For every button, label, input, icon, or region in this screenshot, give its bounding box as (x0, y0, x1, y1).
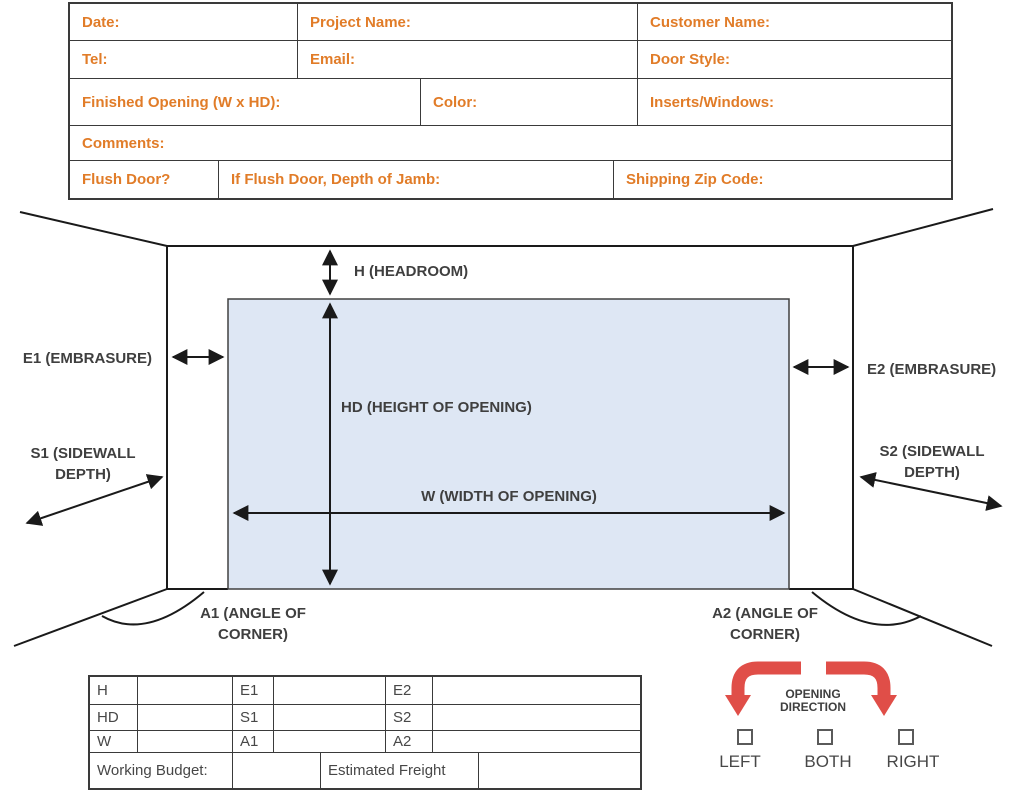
ceiling-wall-line (20, 209, 993, 246)
form-row-4 (70, 125, 951, 160)
form-row-3 (70, 78, 951, 125)
comments-field[interactable] (70, 126, 951, 160)
header-form-table (68, 2, 953, 200)
a2-angle-label-line1: A2 (ANGLE OF (712, 605, 818, 622)
s2-value-cell[interactable] (432, 705, 640, 730)
a1-label-cell: A1 (232, 731, 273, 752)
s1-sidewall-label (8, 443, 158, 485)
inserts-windows-field[interactable] (637, 79, 951, 125)
door-style-field[interactable] (637, 41, 951, 78)
s2-sidewall-label (857, 441, 1007, 483)
date-field[interactable] (70, 4, 297, 40)
email-field[interactable] (297, 41, 637, 78)
s1-label-cell: S1 (232, 705, 273, 730)
left-checkbox[interactable] (737, 729, 753, 745)
form-row-5 (70, 160, 951, 198)
both-option-label: BOTH (804, 752, 852, 771)
a1-angle-label-line1: A1 (ANGLE OF (200, 605, 306, 622)
right-checkbox[interactable] (898, 729, 914, 745)
both-checkbox[interactable] (817, 729, 833, 745)
depth-of-jamb-label: If Flush Door, Depth of Jamb: (231, 171, 441, 188)
a2-value-cell[interactable] (432, 731, 640, 752)
door-opening-diagram (0, 200, 1024, 665)
color-label: Color: (433, 93, 478, 111)
working-budget-value-cell[interactable] (232, 753, 320, 788)
table-row (90, 677, 640, 704)
tel-field[interactable] (70, 41, 297, 78)
right-direction-arrowhead-icon (871, 695, 897, 716)
h-label-cell: H (97, 682, 108, 699)
finished-opening-label: Finished Opening (W x HD): (82, 93, 281, 111)
shipping-zip-field[interactable] (613, 161, 951, 198)
s1-sidewall-label-line1: S1 (SIDEWALL (30, 445, 136, 462)
form-row-2 (70, 40, 951, 78)
height-of-opening-label: HD (HEIGHT OF OPENING) (341, 399, 532, 416)
a1-value-cell[interactable] (273, 731, 385, 752)
customer-name-field[interactable] (637, 4, 951, 40)
e1-value-cell[interactable] (273, 677, 385, 704)
email-label: Email: (310, 51, 356, 68)
s2-sidewall-label-line1: S2 (SIDEWALL (879, 443, 985, 460)
flush-door-label: Flush Door? (82, 171, 171, 188)
table-row (90, 730, 640, 752)
working-budget-label-cell: Working Budget: (97, 762, 208, 779)
a2-angle-label-line2: CORNER) (730, 626, 800, 643)
opening-direction-title-line1: OPENING (785, 687, 841, 701)
left-floor-diagonal (14, 589, 167, 646)
project-name-label: Project Name: (310, 13, 411, 31)
a1-angle-label (177, 603, 329, 645)
a2-angle-label (689, 603, 841, 645)
door-style-label: Door Style: (650, 51, 731, 68)
opening-direction-title-line2: DIRECTION (780, 700, 846, 714)
date-label: Date: (82, 13, 120, 31)
s2-sidewall-label-line2: DEPTH) (904, 464, 960, 481)
s1-value-cell[interactable] (273, 705, 385, 730)
h-value-cell[interactable] (137, 677, 232, 704)
color-field[interactable] (420, 79, 637, 125)
project-name-field[interactable] (297, 4, 637, 40)
width-of-opening-label: W (WIDTH OF OPENING) (421, 488, 597, 505)
w-value-cell[interactable] (137, 731, 232, 752)
shipping-zip-label: Shipping Zip Code: (626, 171, 764, 188)
left-direction-arrowhead-icon (725, 695, 751, 716)
hd-label-cell: HD (97, 709, 119, 726)
e2-label-cell: E2 (385, 677, 432, 704)
e1-label-cell: E1 (232, 677, 273, 704)
flush-door-field[interactable] (70, 161, 218, 198)
right-floor-diagonal (853, 589, 992, 646)
hd-value-cell[interactable] (137, 705, 232, 730)
e2-value-cell[interactable] (432, 677, 640, 704)
comments-label: Comments: (82, 134, 165, 152)
finished-opening-field[interactable] (70, 79, 420, 125)
headroom-label: H (HEADROOM) (354, 263, 469, 280)
left-option-label: LEFT (719, 752, 761, 771)
measurements-table (88, 675, 642, 790)
a2-label-cell: A2 (385, 731, 432, 752)
depth-of-jamb-field[interactable] (218, 161, 613, 198)
form-row-1 (70, 4, 951, 40)
opening-direction-title (768, 688, 858, 714)
a1-angle-label-line2: CORNER) (218, 626, 288, 643)
table-row (90, 704, 640, 730)
right-option-label: RIGHT (886, 752, 940, 771)
s1-sidewall-label-line2: DEPTH) (55, 466, 111, 483)
estimated-freight-value-cell[interactable] (478, 753, 640, 788)
e1-embrasure-label: E1 (EMBRASURE) (22, 350, 152, 367)
inserts-windows-label: Inserts/Windows: (650, 93, 775, 111)
tel-label: Tel: (82, 51, 108, 68)
door-opening-rect (228, 299, 789, 589)
customer-name-label: Customer Name: (650, 13, 771, 31)
estimated-freight-label-cell: Estimated Freight (320, 753, 478, 788)
table-row (90, 752, 640, 788)
e2-embrasure-label: E2 (EMBRASURE) (867, 361, 997, 378)
w-label-cell: W (97, 733, 112, 750)
s2-label-cell: S2 (385, 705, 432, 730)
